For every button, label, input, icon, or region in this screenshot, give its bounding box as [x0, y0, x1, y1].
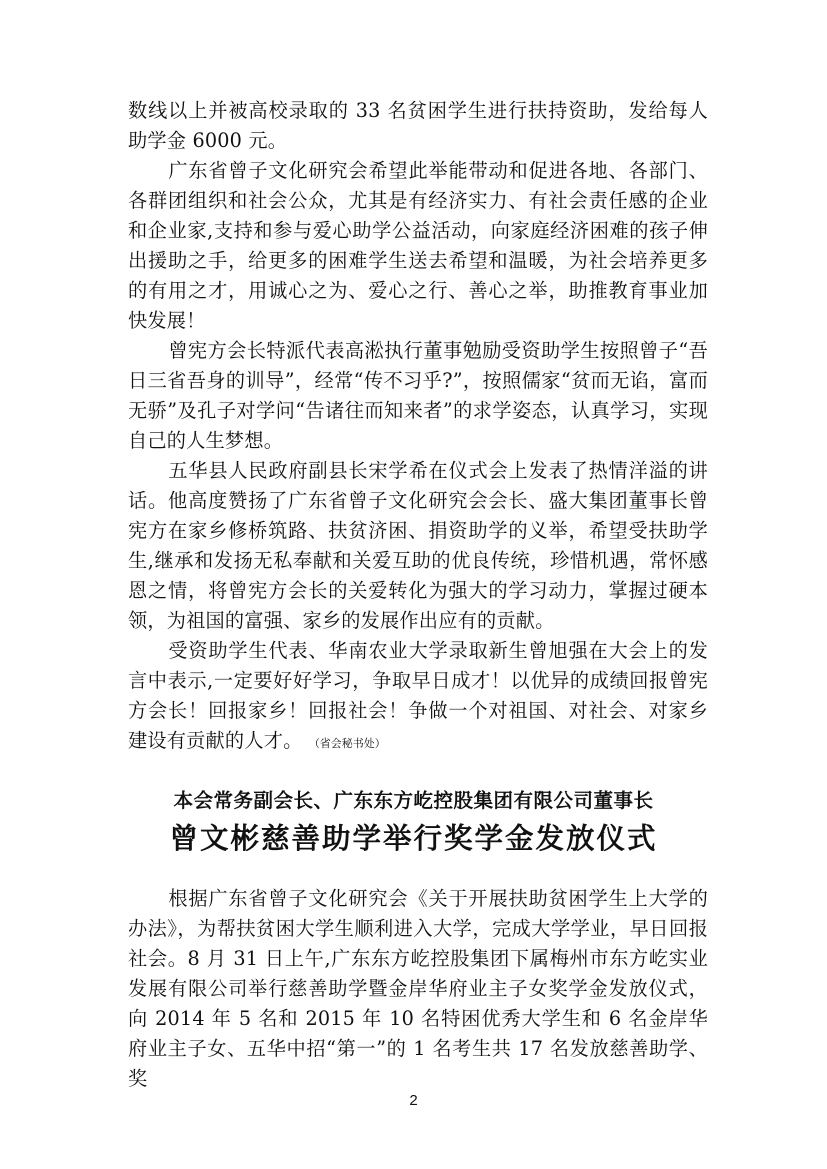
paragraph-1: 数线以上并被高校录取的 33 名贫困学生进行扶持资助，发给每人助学金 6000 元。: [128, 99, 708, 152]
paragraph-5-text: 受资助学生代表、华南农业大学录取新生曾旭强在大会上的发言中表示,一定要好好学习，争取早日成才！以优异的成绩回报曾宪方会长！回报家乡！回报社会！争做一个对祖国、对社会、对家乡建设有贡献的人才。: [128, 639, 708, 752]
article-section-2: [128, 884, 708, 1094]
paragraph-6: 根据广东省曾子文化研究会《关于开展扶助贫困学生上大学的办法》，为帮扶贫困大学生顺利进入大学，完成大学学业，早日回报社会。8 月 31 日上午,广东东方屹控股集团下属梅州市东方屹实业发展有限公司举行慈善助学暨金岸华府业主子女奖学金发放仪式，向 2014 年 5 名和 2015 年 10 名特困优秀大学生和 6 名金岸华府业主子女、五华中招“第一”的 1 名考生共 17 名发放慈善助学、奖: [128, 887, 708, 1090]
article-section-1: [128, 96, 708, 759]
paragraph-3: 曾宪方会长特派代表高淞执行董事勉励受资助学生按照曾子“吾日三省吾身的训导”，经常“传不习乎?”，按照儒家“贫而无谄，富而无骄”及孔子对学问“告诸往而知来者”的求学姿态，认真学习，实现自己的人生梦想。: [128, 339, 708, 452]
article-subtitle: 本会常务副会长、广东东方屹控股集团有限公司董事长: [173, 789, 654, 812]
paragraph-4: 五华县人民政府副县长宋学希在仪式会上发表了热情洋溢的讲话。他高度赞扬了广东省曾子文化研究会会长、盛大集团董事长曾宪方在家乡修桥筑路、扶贫济困、捐资助学的义举，希望受扶助学生,继承和发扬无私奉献和关爱互助的优良传统，珍惜机遇，常怀感恩之情，将曾宪方会长的关爱转化为强大的学习动力，掌握过硬本领，为祖国的富强、家乡的发展作出应有的贡献。: [128, 459, 708, 632]
source-note: （省会秘书处）: [308, 737, 386, 750]
paragraph-2: 广东省曾子文化研究会希望此举能带动和促进各地、各部门、各群团组织和社会公众，尤其是有经济实力、有社会责任感的企业和企业家,支持和参与爱心助学公益活动，向家庭经济困难的孩子伸出援助之手，给更多的困难学生送去希望和温暖，为社会培养更多的有用之才，用诚心之为、爱心之行、善心之举，助推教育事业加快发展！: [128, 159, 708, 332]
page-number: 2: [409, 1092, 418, 1109]
paragraph-5: [128, 636, 708, 759]
article-title: 曾文彬慈善助学举行奖学金发放仪式: [169, 822, 658, 855]
